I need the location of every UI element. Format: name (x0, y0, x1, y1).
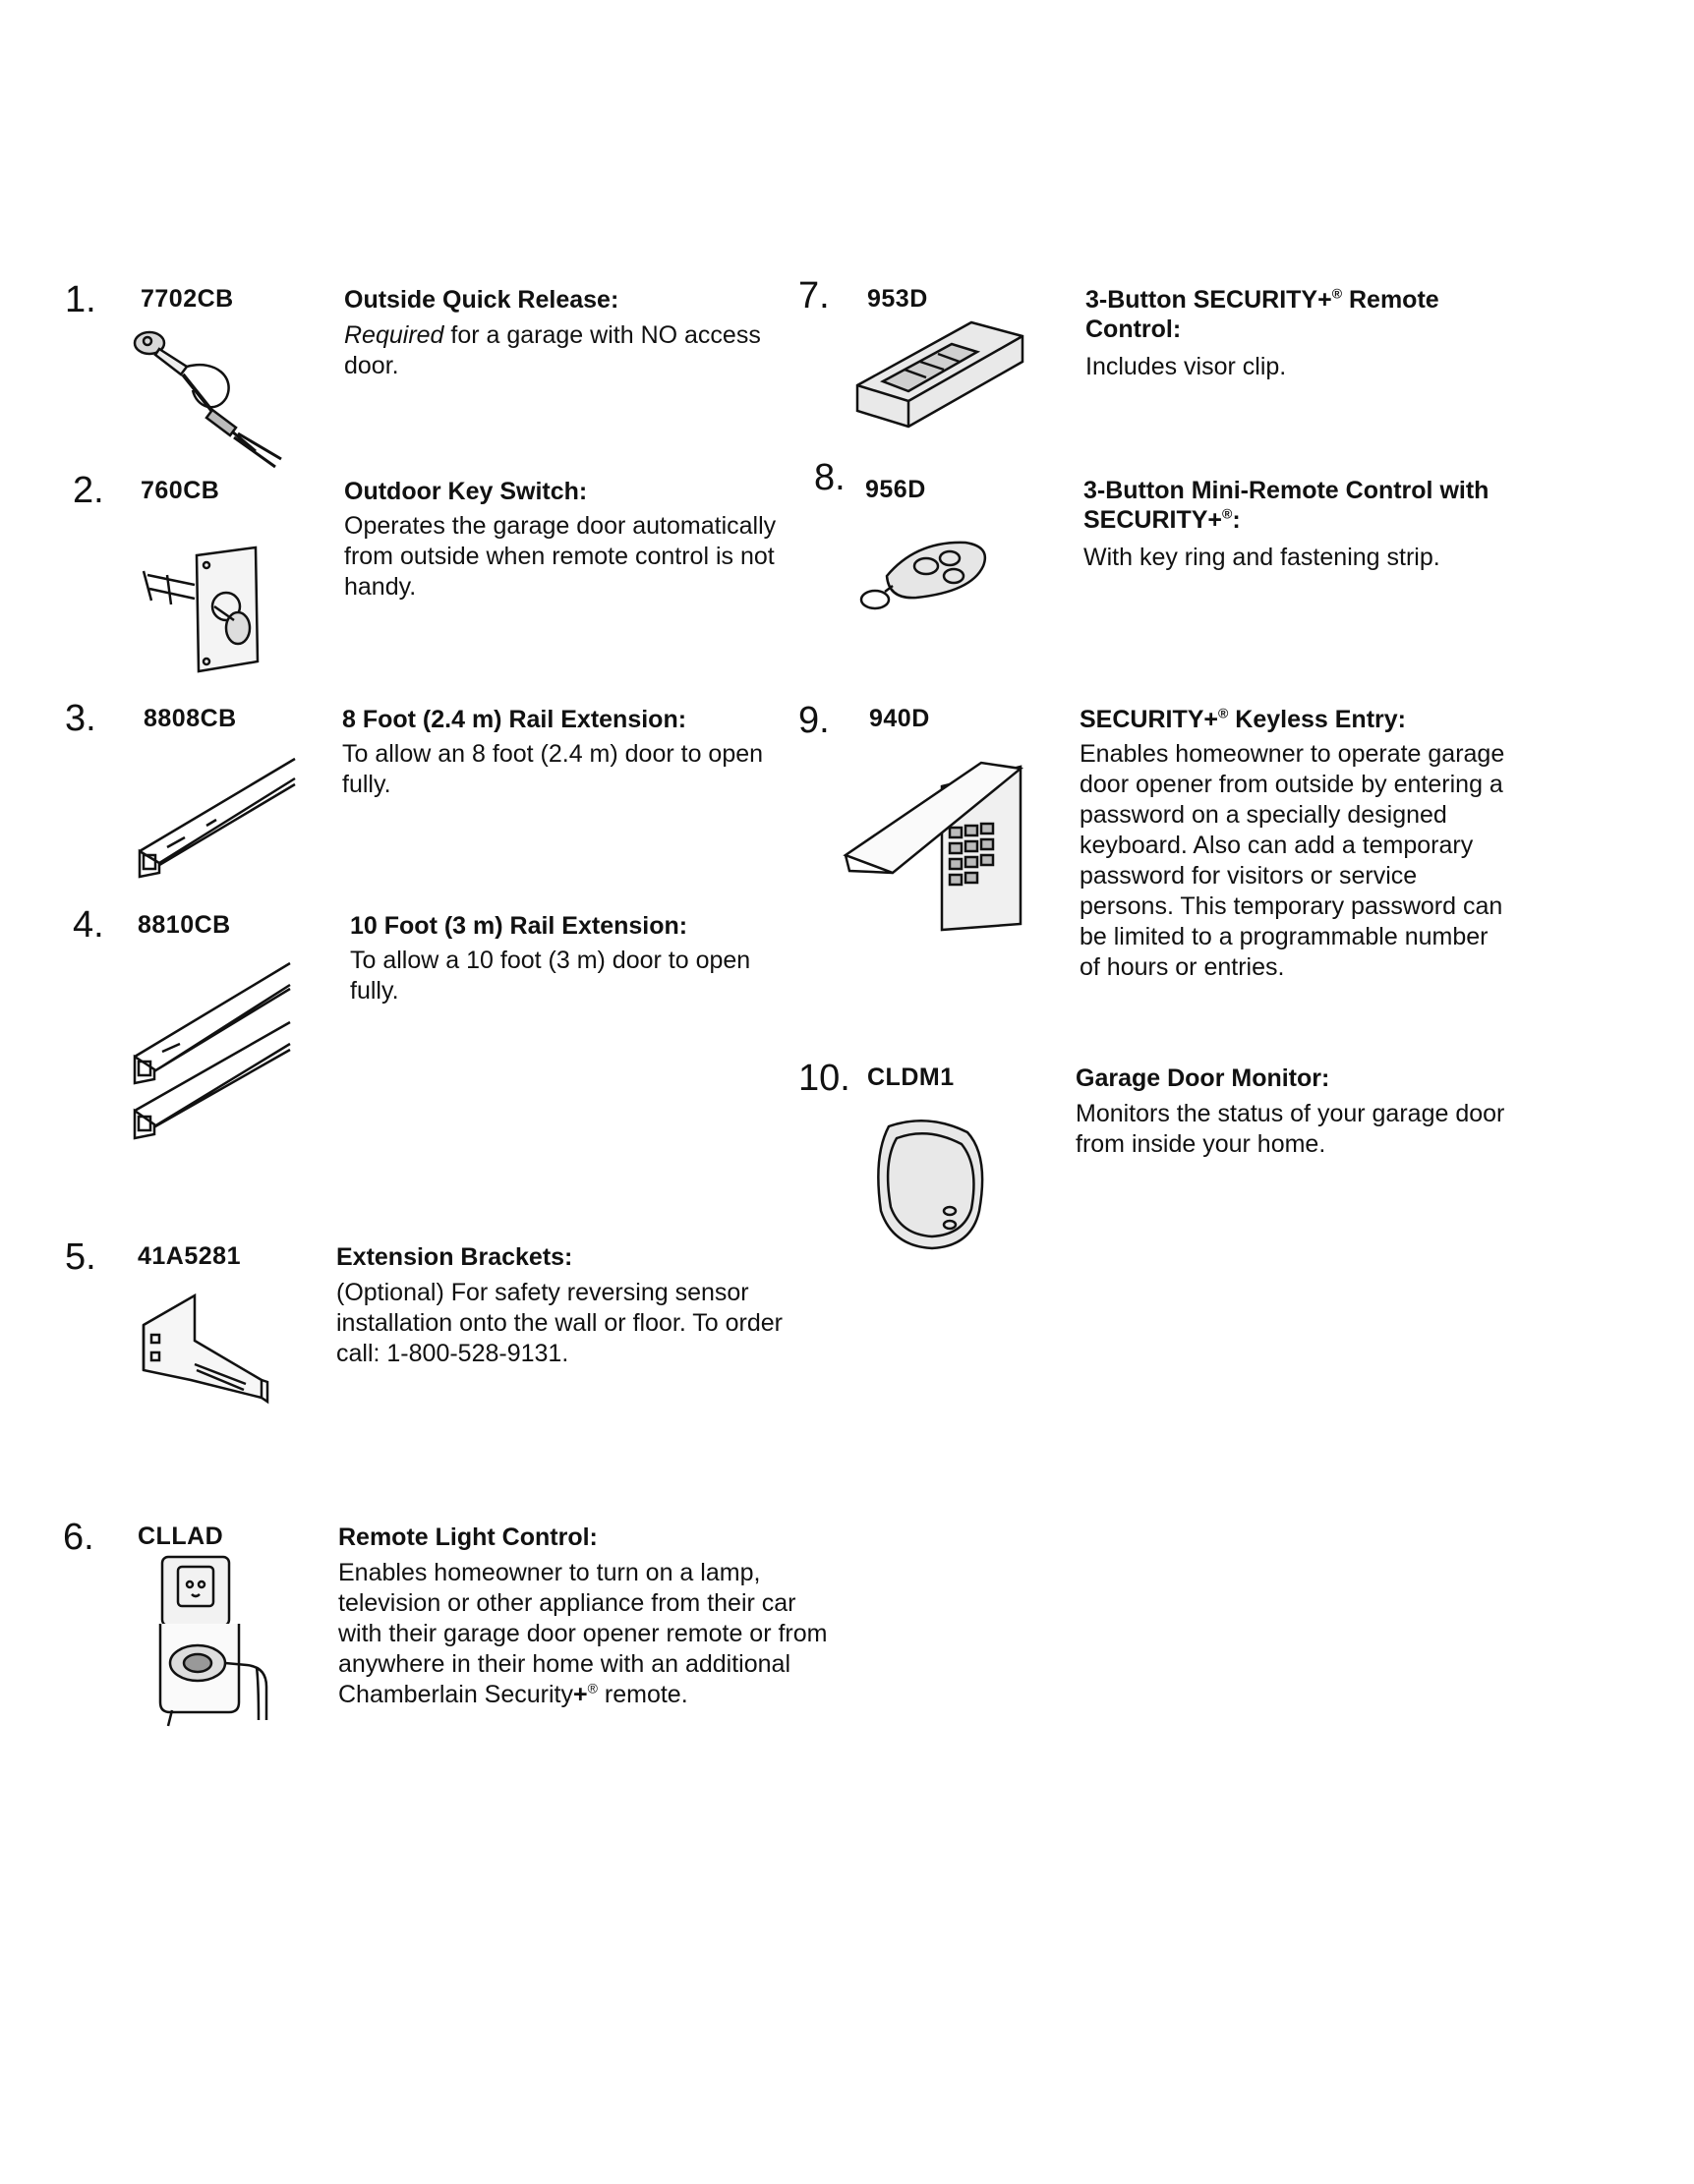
item-title-text: 3-Button Mini-Remote Control with SECURITY (1083, 477, 1490, 534)
item-number: 6. (63, 1517, 94, 1558)
item-number: 5. (65, 1236, 96, 1278)
registered-mark: ® (1218, 705, 1229, 721)
item-description (338, 1558, 830, 1710)
model-number: 940D (869, 705, 930, 732)
security-plus-mark: + (1203, 706, 1219, 733)
item-title (1085, 285, 1498, 344)
item-number: 10. (798, 1058, 850, 1099)
item-number: 1. (65, 279, 96, 320)
security-plus-mark: + (573, 1681, 588, 1708)
item-description: Monitors the status of your garage door from inside your home. (1076, 1100, 1505, 1158)
item-description: (Optional) For safety reversing sensor installation onto the wall or floor. To order call: 1-800-528-9131. (336, 1279, 783, 1367)
item-number: 2. (73, 470, 104, 511)
security-plus-mark: + (1207, 506, 1223, 534)
item-description: Enables homeowner to operate garage door opener from outside by entering a password on a specially designed keyboard. Also can add a temporary password for visitors or service persons. This temporary password can be limited to a programmable number of hours or entries. (1080, 740, 1505, 981)
item-description: With key ring and fastening strip. (1083, 544, 1440, 571)
item-title: Outdoor Key Switch: (344, 478, 588, 505)
model-number: CLLAD (138, 1523, 224, 1550)
item-description-text: for a garage with NO access door. (344, 321, 761, 379)
item-description: Operates the garage door automatically from outside when remote control is not handy. (344, 512, 777, 601)
item-title: 10 Foot (3 m) Rail Extension: (350, 912, 688, 940)
remote-light-control-illustration (152, 1555, 280, 1727)
model-number: 8808CB (144, 705, 237, 732)
item-title: 8 Foot (2.4 m) Rail Extension: (342, 706, 687, 733)
registered-mark: ® (1222, 505, 1233, 522)
model-number: 8810CB (138, 911, 231, 939)
item-title: Extension Brackets: (336, 1243, 573, 1271)
item-number: 7. (798, 275, 830, 316)
model-number: 7702CB (141, 285, 234, 313)
item-number: 9. (798, 700, 830, 741)
extension-bracket-illustration (136, 1286, 273, 1408)
model-number: 760CB (141, 477, 220, 504)
rail-extension-10ft-illustration (133, 963, 300, 1150)
item-title-text: Remote Control: (1085, 286, 1439, 343)
item-description (344, 320, 806, 381)
model-number: 953D (867, 285, 928, 313)
item-number: 8. (814, 457, 846, 498)
item-title (1083, 476, 1496, 535)
key-switch-illustration (128, 546, 275, 678)
security-plus-mark: + (1317, 286, 1332, 314)
item-description-emphasis: Required (344, 321, 444, 349)
registered-mark: ® (587, 1680, 598, 1696)
item-title: Garage Door Monitor: (1076, 1064, 1330, 1092)
item-number: 4. (73, 904, 104, 946)
item-description: To allow a 10 foot (3 m) door to open fully. (350, 947, 751, 1005)
registered-mark: ® (1331, 285, 1343, 302)
remote-control-illustration (853, 316, 1030, 434)
item-title: Outside Quick Release: (344, 286, 619, 314)
item-description-text: remote. (597, 1681, 688, 1708)
item-description: To allow an 8 foot (2.4 m) door to open fully. (342, 740, 764, 798)
item-number: 3. (65, 698, 96, 739)
garage-door-monitor-illustration (869, 1117, 997, 1254)
item-description: Includes visor clip. (1085, 353, 1287, 380)
model-number: 41A5281 (138, 1242, 241, 1270)
item-title-text: SECURITY (1080, 706, 1204, 733)
item-description-text: Enables homeowner to turn on a lamp, television or other appliance from their car with their garage door opener remote or from anywhere in their home with an additional Chamberlain Security (338, 1559, 828, 1708)
item-title-text: 3-Button SECURITY (1085, 286, 1318, 314)
keyless-entry-illustration (844, 757, 1030, 934)
item-title (1080, 705, 1492, 734)
model-number: CLDM1 (867, 1063, 955, 1091)
mini-remote-illustration (857, 537, 995, 625)
item-title-text: Keyless Entry: (1228, 706, 1406, 733)
model-number: 956D (865, 476, 926, 503)
item-title-text: : (1232, 506, 1241, 534)
rail-extension-8ft-illustration (138, 757, 305, 894)
quick-release-illustration (128, 319, 295, 477)
item-title: Remote Light Control: (338, 1523, 598, 1551)
